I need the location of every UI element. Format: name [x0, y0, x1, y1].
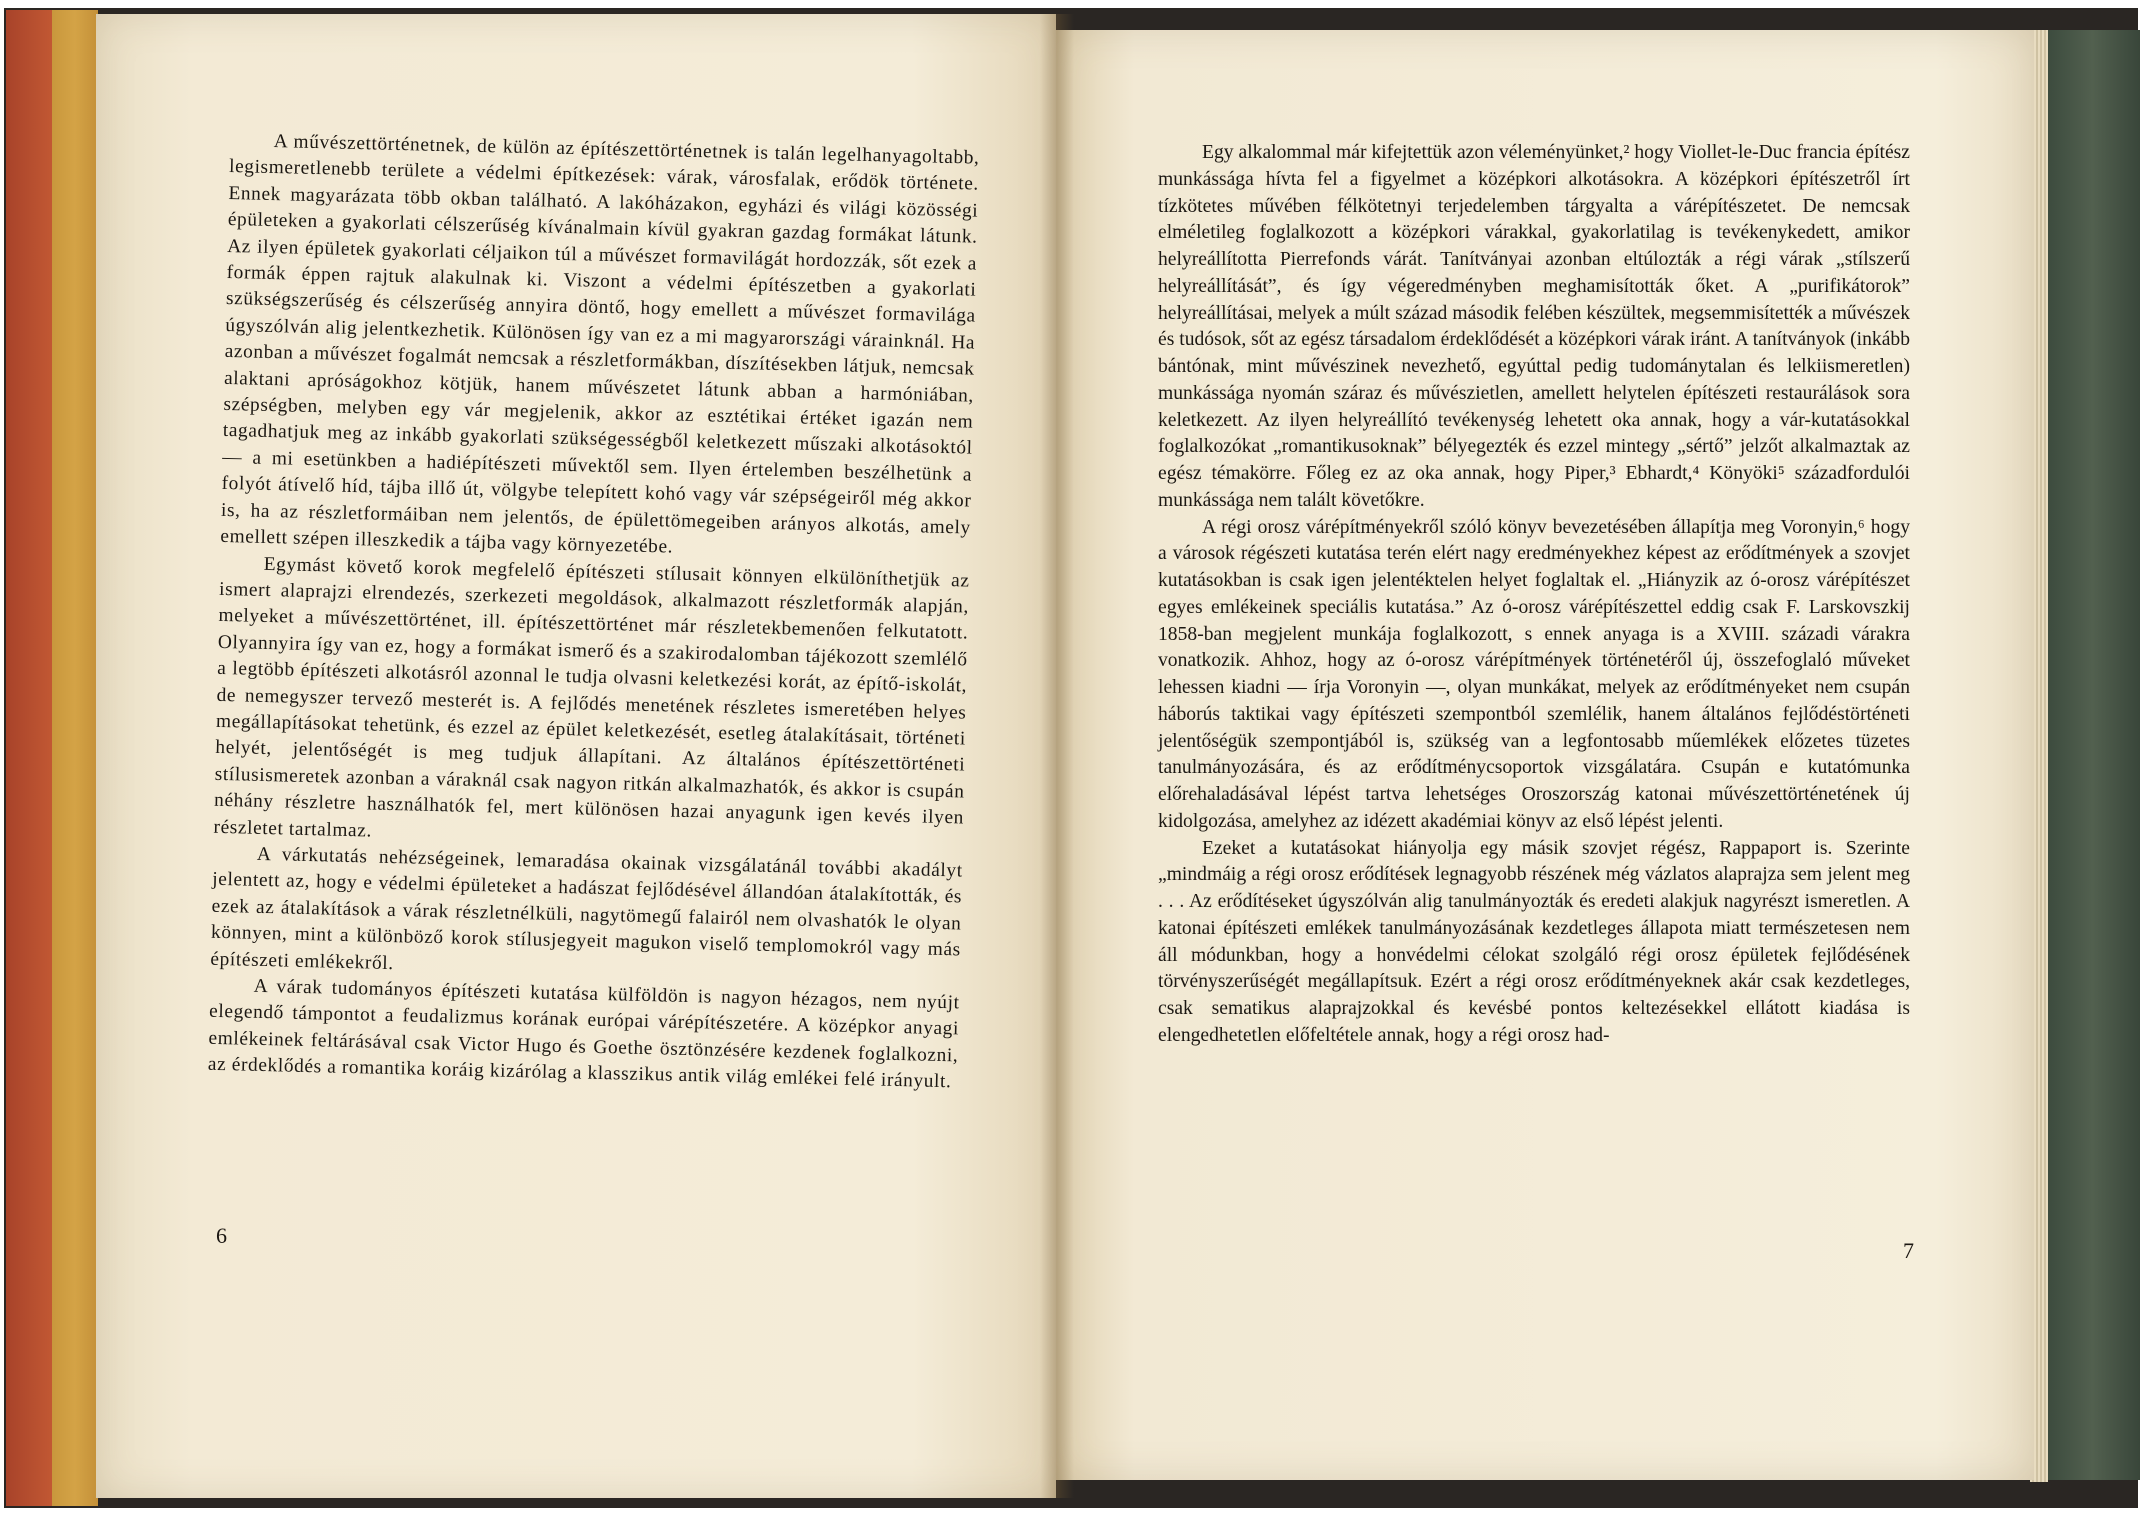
paragraph: A várkutatás nehézségeinek, lemaradása okainak vizsgálatánál további akadályt jelentett az, hogy e védelmi épületeket a hadászat fejlődésével állandóan átalakították, és ezek az átalakítások a várak részletnélküli, nagytömegű falairól nem olvashatók le olyan könnyen, mint a különböző korok stílusjegyeit magukon viselő templomokról vagy más építészeti emlékekről. [210, 843, 963, 974]
paragraph: Egymást követő korok megfelelő építészeti stílusait könnyen elkülöníthetjük az ismert alaprajzi elrendezés, szerkezeti megoldások, alkalmazott részletformák alapján, melyeket a művészettörténet, ill. építészettörténet már részletekbemenően felkutatott. Olyannyira így van ez, hogy a formákat ismerő és a szakirodalomban tájékozott szemlélő a legtöbb építészeti alkotásról azonnal le tudja olvasni keletkezési korát, az építő-iskolát, de nemegyszer tervező mesterét is. A fejlődés menetének részletes ismeretében helyes megállapításokat tehetünk, és ezzel az épület keletkezését, esetleg átalakításait, történeti helyét, jelentőségét is meg tudjuk állapítani. Az általános építészettörténeti stílusismeretek azonban a váraknál csak nagyon ritkán alkalmazhatók, és akkor is csupán néhány részletre használhatók fel, mert különösen hazai anyagunk igen kevés ilyen részletet tartalmaz. [213, 553, 970, 842]
book-cover-right [2045, 30, 2140, 1480]
book-gutter [1040, 14, 1074, 1498]
page-number-right: 7 [1903, 1238, 1914, 1263]
paragraph: Egy alkalommal már kifejtettük azon véleményünket,² hogy Viollet-le-Duc francia építész munkássága hívta fel a figyelmet a középkori alkotásokra. A középkori építészetről írt tízkötetes művében félkötetnyi terjedelemben tárgyalta a várépítészetet. De nemcsak elméletileg foglalkozott a középkori várakkal, gyakorlatilag is tevékenykedett, amikor helyreállította Pierrefonds várát. Tanítványai azonban eltúlozták a régi várak „stílszerű helyreállítását”, és így végeredményben meghamisították őket. A „purifikátorok” helyreállításai, melyek a múlt század második felében készültek, megsemmisítették a művészek és tudósok, sőt az egész társadalom érdeklődését a középkori várak iránt. A tanítványok (inkább bántónak, mint művészinek nevezhető, egyúttal pedig tudománytalan és lelkiismeretlen) munkássága nyomán száraz és művészietlen, amellett helytelen építészeti restaurálások sora keletkezett. Az ilyen helyreállító tevékenység lehetett oka annak, hogy a vár-kutatásokkal foglalkozókat „romantikusoknak” bélyegezték és ezzel mintegy „sértő” jelzőt alkalmaztak az egész témakörre. Főleg ez az oka annak, hogy Piper,³ Ebhardt,⁴ Könyöki⁵ századfordulói munkássága nem talált követőkre. [1158, 142, 1910, 511]
page-number-left: 6 [216, 1223, 227, 1248]
left-page-text [208, 128, 980, 1096]
paragraph: Ezeket a kutatásokat hiányolja egy másik szovjet régész, Rappaport is. Szerinte „mindmáig a régi orosz erődítések legnagyobb részének még vázlatos alaprajza sem jelent meg . . . Az erődítéseket úgyszólván alig tanulmányozták és eredeti alakjuk nagyrészt ismeretlen. A katonai építészeti emlékek tanulmányozásának kezdetleges állapota miatt természetesen nem áll módunkban, hogy a honvédelmi célokat szolgáló régi orosz épületek fejlődésének törvényszerűségét megállapítsuk. Ezért a régi orosz erődítményeknek akár csak kezdetleges, csak sematikus alaprajzokkal és kevésbé pontos keltezésekkel ellátott kiadása is elengedhetetlen előfeltétele annak, hogy a régi orosz had- [1158, 837, 1910, 1046]
book-cover-edge-left [52, 10, 98, 1506]
paragraph: A művészettörténetnek, de külön az építészettörténetnek is talán legelhanyagoltabb, legismeretlenebb területe a védelmi építkezések: várak, városfalak, erődök története. Ennek magyarázata több okban található. A lakóházakon, egyházi és világi közösségi épületeken a gyakorlati célszerűség kívánalmain kívül gyakran gazdag formákat látunk. Az ilyen épületek gyakorlati céljaikon túl a művészet formavilágát hordozzák, sőt ezek a formák éppen rajtuk alakulnak ki. Viszont a védelmi építészetben a gyakorlati szükségszerűség és célszerűség annyira döntő, hogy emellett a művészet formavilága úgyszólván alig jelentkezhetik. Különösen így van ez a mi magyarországi várainknál. Ha azonban a művészet fogalmát nemcsak a részletformákban, díszítésekben látjuk, nemcsak alaktani apróságokhoz kötjük, hanem művészetet látunk abban a harmóniában, szépségben, melyben egy vár megjelenik, akkor az esztétikai értéket igazán nem tagadhatjuk meg az inkább gyakorlati szükségességből keletkezett műszaki alkotásoktól — a mi esetünkben a hadiépítészeti művektől sem. Ilyen értelemben beszélhetünk a folyót átívelő híd, tájba illő út, völgybe telepített kohó vagy vár szépségeiről még akkor is, ha az részletformáiban nem jelentős, de épülettömegeiben arányos alkotás, amely emellett szépen illeszkedik a tájba vagy környezetébe. [220, 131, 980, 558]
paragraph: A régi orosz várépítményekről szóló könyv bevezetésében állapítja meg Voronyin,⁶ hogy a városok régészeti kutatása terén elért nagy eredményekhez képest az erődítmények a szovjet kutatásokban is csak igen jelentéktelen helyet foglaltak el. „Hiányzik az ó-orosz várépítészet egyes emlékeinek speciális kutatása.” Az ó-orosz várépítészettel eddig csak F. Larskovszkij 1858-ban megjelent munkája foglalkozott, s ennek anyaga is a XVIII. századi várakra vonatkozik. Ahhoz, hogy az ó-orosz várépítmények történetéről új, összefoglaló műveket lehessen kiadni — írja Voronyin —, olyan munkákat, melyek az erődítményeket nem csupán háborús taktikai vagy építészeti szempontból szemlélik, hanem általános fejlődéstörténeti jelentőségük szempontjából is, szükség van a legfontosabb műemlékek előzetes tüzetes tanulmányozására, és az erődítménycsoportok vizsgálatára. Csupán e kutatómunka előrehaladásával lépést tartva lehetséges Oroszország katonai művészettörténetének új kidolgozása, amelyhez az idézett akadémiai könyv az első lépést jelenti. [1158, 516, 1910, 832]
right-page-text [1158, 140, 1910, 1050]
paragraph: A várak tudományos építészeti kutatása külföldön is nagyon hézagos, nem nyújt elegendő támpontot a feudalizmus korának európai várépítészetére. A középkor anyagi emlékeinek feltárásával csak Victor Hugo és Goethe ösztönzésére kezdenek foglalkozni, az érdeklődés a romantika koráig kizárólag a klasszikus antik világ emlékei felé irányult. [207, 975, 960, 1093]
